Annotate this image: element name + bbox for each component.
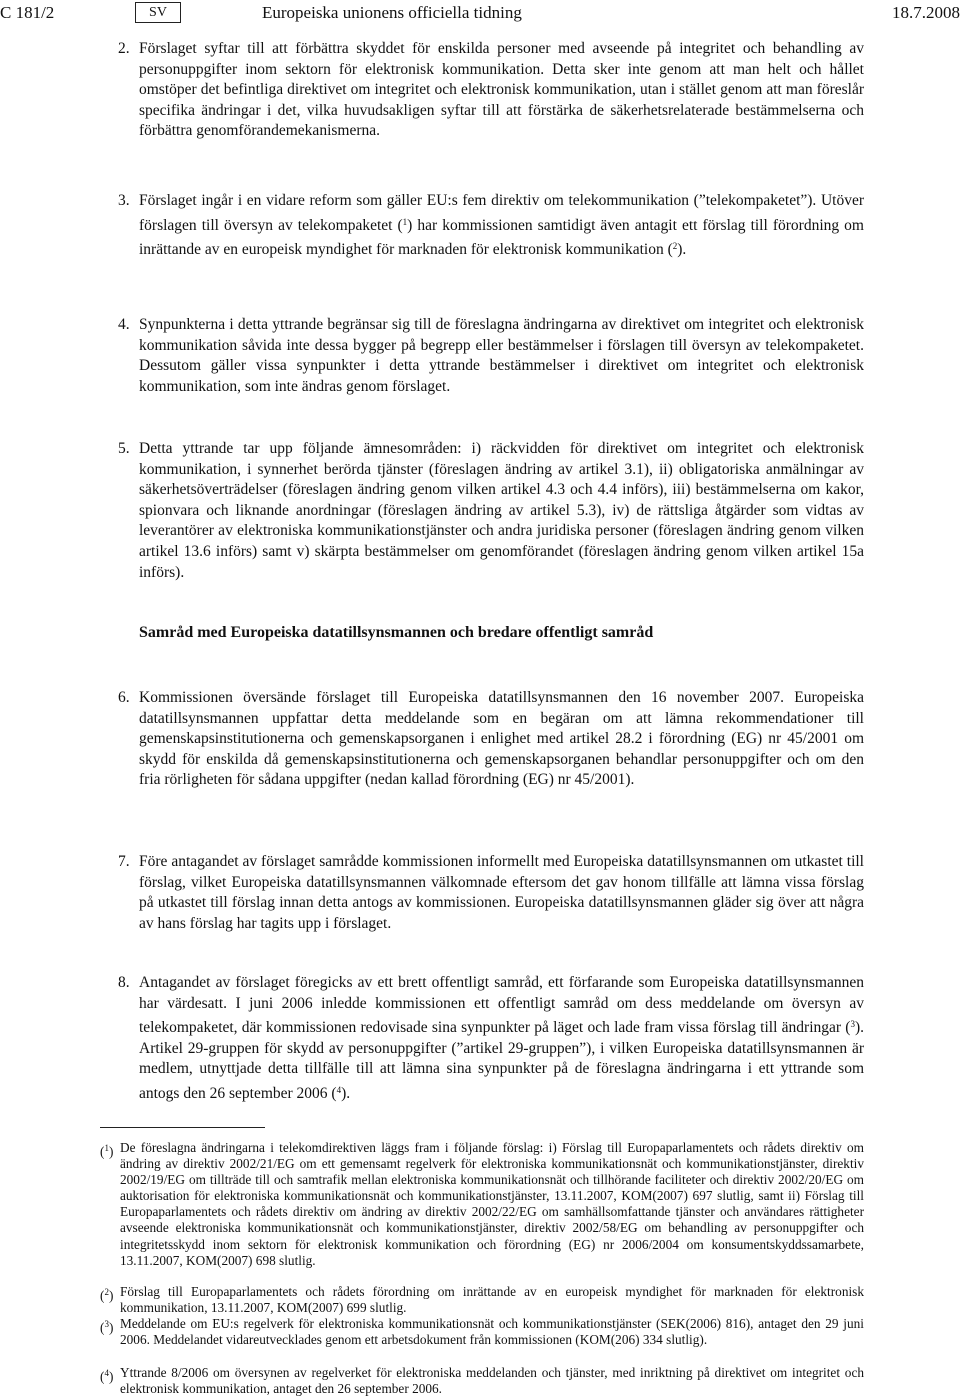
page-header — [0, 0, 960, 26]
footnote-number: ($^1$) — [100, 1143, 114, 1159]
paragraph-text: ). — [341, 1084, 351, 1102]
footnote-3 — [100, 1316, 864, 1348]
paragraph-6 — [118, 688, 864, 791]
paragraph-text: ). — [677, 241, 687, 259]
paragraph-text: Kommissionen översände förslaget till Europeiska datatillsynsmannen den 16 november 2007. Europeiska datatillsynsmannen uppfattar detta meddelande som en begäran om att lämna rekommendationer till gemenskapsinstitutionerna och gemenskapsorganen i enlighet med artikel 28.2 i förordning (EG) nr 45/2001 om skydd för enskilda då gemenskapsinstitutionerna och gemenskapsorganen behandlar personuppgifter och om den fria rörligheten för sådana uppgifter (nedan kallad förordning (EG) nr 45/2001). — [139, 689, 864, 789]
paragraph-number: 2. — [118, 40, 130, 57]
footnote-ref-3[interactable]: 3 — [850, 1019, 855, 1030]
paragraph-7 — [118, 852, 864, 934]
paragraph-text: ). Artikel 29-gruppen för skydd av personuppgifter (”artikel 29-gruppen”), i vilken Europeiska datatillsynsmannen är medlem, utnyttjade detta tillfälle till att lämna sina synpunkter på de föreslagna ändringarna i ett yttrande som antogs den 26 september 2006 ( — [139, 1019, 864, 1102]
footnote-text: Meddelande om EU:s regelverk för elektroniska kommunikationsnät och kommunikationstjänster (SEK(2006) 816), antaget den 29 juni 2006. Meddelandet vidareutvecklades genom ett arbetsdokument från kommissionen (KOM(206) 334 slutlig). — [120, 1316, 864, 1348]
paragraph-4 — [118, 315, 864, 397]
section-heading: Samråd med Europeiska datatillsynsmannen och bredare offentligt samråd — [139, 624, 654, 641]
footnote-number: ($^2$) — [100, 1287, 114, 1303]
footnote-text: De föreslagna ändringarna i telekomdirektiven läggs fram i följande förslag: i) Förslag till Europaparlamentets och rådets direktiv om ändring av direktiv 2002/21/EG om ett gemensamt regelverk för elektroniska kommunikationsnät och kommunikationstjänster, direktiv 2002/19/EG om tillträde till och samtrafik mellan elektroniska kommunikationsnät och tillhörande faciliteter och direktiv 2002/20/EG om auktorisation för elektroniska kommunikationsnät och kommunikationstjänster, 13.11.2007, KOM(2007) 697 slutlig, samt ii) Förslag till Europaparlamentets och rådets direktiv om ändring av direktiv 2002/22/EG om samhällsomfattande tjänster och användares rättigheter avseende elektroniska kommunikationsnät och kommunikationstjänster, direktiv 2002/58/EG om behandling av personuppgifter och integritetsskydd inom sektorn för elektronisk kommunikation och förordning (EG) nr 2006/2004 om konsumentskyddssamarbete, 13.11.2007, KOM(2007) 698 slutlig. — [120, 1140, 864, 1268]
paragraph-text: Antagandet av förslaget föregicks av ett brett offentligt samråd, ett förfarande som Europeiska datatillsynsmannen har värdesatt. I juni 2006 inledde kommissionen ett offentligt samråd om dess meddelande om översyn av telekompaketet, där kommissionen redovisade sina synpunkter på läget och lade fram vissa förslag till ändringar ( — [139, 974, 864, 1037]
paragraph-5 — [118, 439, 864, 583]
footnote-ref-1[interactable]: 1 — [402, 216, 408, 227]
publication-date: 18.7.2008 — [892, 3, 960, 22]
paragraph-text: Detta yttrande tar upp följande ämnesområden: i) räckvidden för direktivet om integritet och elektronisk kommunikation, i synnerhet berörda tjänster (föreslagen ändring av artikel 3.1), ii) obligatoriska anmälningar av säkerhetsöverträdelser (föreslagen ändring genom vilken artikel 4.3 och 4.4 införs), iii) bestämmelserna om kakor, spionvara och liknande anordningar (föreslagen ändring av artikel 5.3), iv) de rättsliga åtgärder som vidtas av leverantörer av elektroniska kommunikationstjänster och andra juridiska personer (föreslagen ändring genom vilken artikel 13.6 införs) samt v) skärpta bestämmelser om genomförandet (föreslagen ändring genom vilken artikel 15a införs). — [139, 440, 864, 581]
paragraph-number: 5. — [118, 440, 130, 457]
paragraph-text: Synpunkterna i detta yttrande begränsar sig till de föreslagna ändringarna av direktivet om integritet och elektronisk kommunikation såvida inte dessa bygger på begrepp eller bestämmelser i förslagen till översyn av telekompaketet. Dessutom gäller vissa synpunkter i detta yttrande bestämmelser i direktivet om integritet och elektronisk kommunikation, som inte ändras genom förslaget. — [139, 316, 864, 395]
paragraph-8 — [118, 973, 864, 1105]
page-reference: C 181/2 — [0, 3, 55, 22]
footnote-divider — [100, 1127, 265, 1128]
footnote-4 — [100, 1365, 864, 1397]
footnote-1 — [100, 1140, 864, 1269]
journal-title: Europeiska unionens officiella tidning — [262, 3, 522, 22]
paragraph-number: 4. — [118, 316, 130, 333]
footnote-text: Yttrande 8/2006 om översynen av regelverket för elektroniska meddelanden och tjänster, med inriktning på direktivet om integritet och elektronisk kommunikation, antaget den 26 september 2006. — [120, 1365, 864, 1397]
paragraph-3 — [118, 191, 864, 261]
paragraph-number: 6. — [118, 689, 130, 706]
paragraph-text: Förslaget ingår i en vidare reform som gäller EU:s fem direktiv om telekommunikation (”telekompaketet”). Utöver förslagen till översyn av telekompaketet ( — [139, 192, 864, 234]
paragraph-number: 7. — [118, 853, 130, 870]
paragraph-2 — [118, 39, 864, 142]
footnote-number: ($^4$) — [100, 1368, 114, 1384]
language-code-box: SV — [135, 2, 181, 23]
paragraph-text: ) har kommissionen samtidigt även antagit ett förslag till förordning om inrättande av en europeisk myndighet för marknaden för elektronisk kommunikation ( — [139, 216, 864, 259]
footnote-text: Förslag till Europaparlamentets och rådets förordning om inrättande av en europeisk myndighet för marknaden för elektronisk kommunikation, 13.11.2007, KOM(2007) 699 slutlig. — [120, 1284, 864, 1316]
footnote-2 — [100, 1284, 864, 1316]
footnote-ref-4[interactable]: 4 — [336, 1084, 342, 1095]
paragraph-number: 8. — [118, 974, 130, 991]
footnote-number: ($^3$) — [100, 1319, 114, 1335]
footnote-ref-2[interactable]: 2 — [672, 241, 678, 252]
paragraph-number: 3. — [118, 192, 130, 209]
paragraph-text: Före antagandet av förslaget samrådde kommissionen informellt med Europeiska datatillsynsmannen om utkastet till förslag, vilket Europeiska datatillsynsmannen välkomnade eftersom det gav honom tillfälle att lämna vissa förslag på utkastet till förslag innan detta antogs av kommissionen. Europeiska datatillsynsmannen gläder sig över att några av hans förslag har tagits upp i förslaget. — [139, 853, 864, 932]
paragraph-text: Förslaget syftar till att förbättra skyddet för enskilda personer med avseende på integritet och behandling av personuppgifter inom sektorn för elektronisk kommunikation. Detta sker inte genom att man helt och hållet omstöper det befintliga direktivet om integritet och elektronisk kommunikation, utan i stället genom att man föreslår specifika ändringar i det, vilka huvudsakligen syftar till att förstärka de säkerhetsrelaterade bestämmelserna och förbättra genomförandemekanismerna. — [139, 40, 864, 140]
